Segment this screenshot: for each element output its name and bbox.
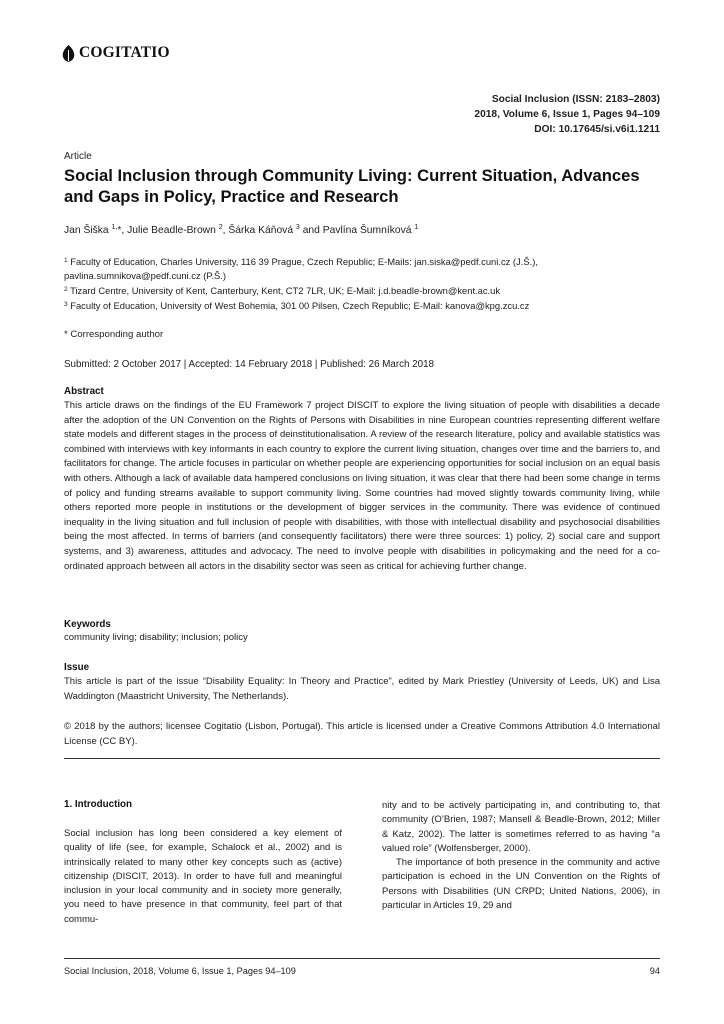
affiliation-1 [64,254,664,283]
author-name: Šárka Káňová [228,225,294,236]
introduction-heading: 1. Introduction [64,799,133,810]
author-list [64,224,418,236]
publisher-name: COGITATIO [79,44,170,61]
corresponding-mark: * [117,225,122,236]
author-sup: 3 [295,224,300,231]
journal-info [474,92,660,137]
journal-issn: Social Inclusion (ISSN: 2183–2803) [491,94,660,105]
author-sup: 1 [414,224,419,231]
corresponding-author-note: * Corresponding author [64,329,164,340]
affiliation-text: Faculty of Education, University of West Bohemia, 301 00 Pilsen, Czech Republic; E-Mail: kanova@kpg.zcu.cz [70,300,530,311]
paragraph: nity and to be actively participating in, and contributing to, that community (O’Brien, 1987; Mansell & Beadle-Brown, 2012; Miller & Katz, 2002). The latter is sometimes referred to as having “a valued role” (Wolfensberger, 2000). [382,800,660,854]
body-column-left [64,827,342,927]
journal-doi[interactable]: DOI: 10.17645/si.v6i1.1211 [534,124,660,135]
author-name: Jan Šiška [64,225,109,236]
abstract-text: This article draws on the findings of the EU Framework 7 project DISCIT to explore the living situation of people with disabilities a decade after the adoption of the UN Convention on the Rights of Persons with Disabilities in nine European countries representing different welfare state models and different stages in the process of deinstitutionalisation. A review of the research literature, policy and available statistics was combined with interviews with key informants in each country to explore the current living situation, changes over time and the barriers to, and facilitators for change. The article focuses in particular on whether people are experiencing opportunities for social inclusion on an equal basis with others. Although a lack of available data hampered conclusions on living situation, it was clear that there had been some change in terms of policy and funding streams available to support community living. Some countries had moved slightly towards community living, while others reported more people in institutions or the development of bigger services in the community. There was evidence of continued inequality in the living situation and full inclusion of people with disabilities, with those with intellectual disability and psychosocial disabilities being the most affected. In terms of barriers (and consequently facilitators) there were three sources: 1) policy, 2) social care and support systems, and 3) awareness, attitudes and advocacy. The need to involve people with disabilities in policymaking and the need for a co-ordinated approach between all actors in the disability sector was seen as critical for achieving further change. [64,400,660,572]
affiliation-2 [64,283,664,298]
author-name: Pavlína Šumníková [322,225,412,236]
journal-volume: 2018, Volume 6, Issue 1, Pages 94–109 [474,109,660,120]
article-type: Article [64,151,92,162]
author-separator: , [121,225,128,236]
affiliation-text: Tizard Centre, University of Kent, Canterbury, Kent, CT2 7LR, UK; E-Mail: j.d.beadle-brown@kent.ac.uk [70,285,501,296]
paragraph: The importance of both presence in the community and active participation is echoed in the UN Convention on the Rights of Persons with Disabilities (UN CRPD; United Nations, 2006), in particular in Articles 19, 29 and [382,857,660,912]
keywords-heading: Keywords [64,619,111,630]
affiliation-3 [64,298,664,313]
body-column-right [382,799,660,913]
author-separator: , [222,225,229,236]
author-sup: 2 [218,224,223,231]
paragraph: Social inclusion has long been considered a key element of quality of life (see, for example, Schalock et al., 2002) and is intrinsically related to many other key concepts such as (active) citizenship (DISCIT, 2013). In order to have full and meaningful inclusion in your local community and in society more generally, you need to have presence in that community, feel part of that commu- [64,828,342,925]
publisher-brand [62,44,170,62]
footer-divider [64,958,660,959]
author-separator: and [299,225,323,236]
page-number: 94 [649,966,660,976]
footer-citation: Social Inclusion, 2018, Volume 6, Issue 1, Pages 94–109 [64,966,296,976]
keywords-text: community living; disability; inclusion; policy [64,632,248,643]
affiliation-sup: 3 [64,301,68,308]
affiliations [64,254,664,313]
issue-heading: Issue [64,662,90,673]
article-title: Social Inclusion through Community Living: Current Situation, Advances and Gaps in Policy, Practice and Research [64,166,640,206]
affiliation-sup: 2 [64,286,68,293]
publication-dates: Submitted: 2 October 2017 | Accepted: 14 February 2018 | Published: 26 March 2018 [64,359,434,370]
affiliation-sup: 1 [64,257,68,264]
author-name: Julie Beadle-Brown [127,225,216,236]
author-sup: 1, [111,224,118,231]
section-divider [64,758,660,759]
issue-text: This article is part of the issue “Disability Equality: In Theory and Practice”, edited by Mark Priestley (University of Leeds, UK) and Lisa Waddington (Maastricht University, The Netherlands). [64,676,660,702]
cogitatio-leaf-logo-icon [62,45,75,62]
abstract-heading: Abstract [64,386,104,397]
license-text: © 2018 by the authors; licensee Cogitatio (Lisbon, Portugal). This article is licensed under a Creative Commons Attribution 4.0 International License (CC BY). [64,721,660,747]
affiliation-text: Faculty of Education, Charles University, 116 39 Prague, Czech Republic; E-Mails: jan.siska@pedf.cuni.cz (J.Š.), pavlina.sumnikova@pedf.cuni.cz (P.Š.) [64,256,538,281]
